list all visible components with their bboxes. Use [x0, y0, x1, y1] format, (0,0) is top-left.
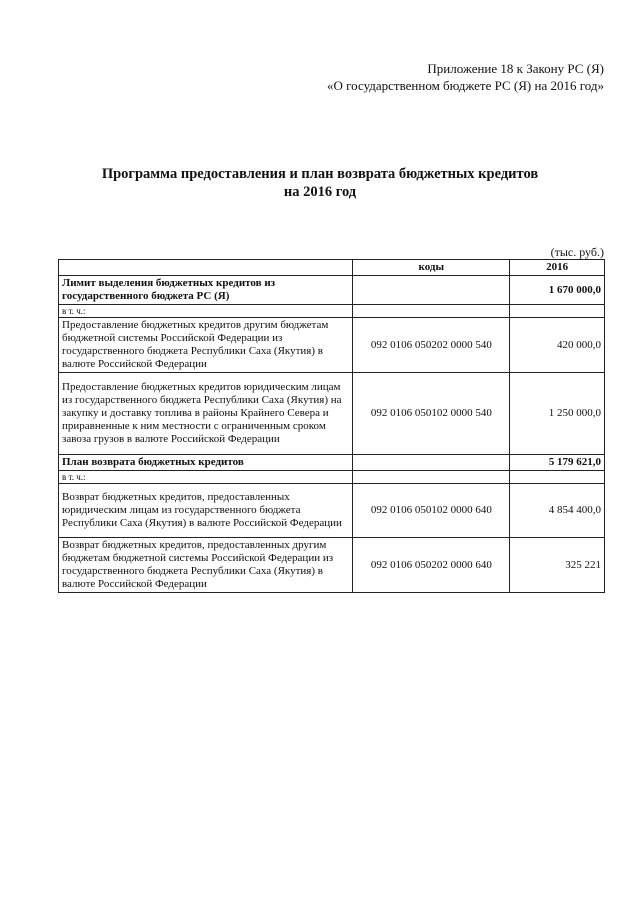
row-name: Возврат бюджетных кредитов, предоставленных юридическим лицам из государственного бюджета Республики Саха (Якутия) в валюте Российской Федерации — [59, 484, 353, 538]
row-code — [353, 305, 510, 318]
row-name: Лимит выделения бюджетных кредитов из государственного бюджета РС (Я) — [59, 276, 353, 305]
table-row-including — [59, 305, 605, 318]
row-name: Предоставление бюджетных кредитов другим бюджетам бюджетной системы Российской Федерации из государственного бюджета Республики Саха (Якутия) в валюте Российской Федерации — [59, 318, 353, 373]
table-row-repayment — [59, 455, 605, 471]
row-code: 092 0106 050102 0000 640 — [353, 484, 510, 538]
document-title — [0, 165, 640, 201]
units-note: (тыс. руб.) — [550, 245, 604, 259]
row-code — [353, 471, 510, 484]
header-year: 2016 — [510, 260, 605, 276]
table-header-row — [59, 260, 605, 276]
appendix-line-2: «О государственном бюджете РС (Я) на 2016 год» — [327, 78, 604, 93]
header-name — [59, 260, 353, 276]
appendix-line-1: Приложение 18 к Закону РС (Я) — [427, 61, 604, 76]
row-value: 4 854 400,0 — [510, 484, 605, 538]
table-row — [59, 484, 605, 538]
row-value: 325 221 — [510, 538, 605, 593]
row-code: 092 0106 050102 0000 540 — [353, 373, 510, 455]
row-name: Предоставление бюджетных кредитов юридическим лицам из государственного бюджета Республики Саха (Якутия) на закупку и доставку топлива в районы Крайнего Севера и приравненные к ним местности с ограниченным сроком завоза грузов в валюте Российской Федерации — [59, 373, 353, 455]
title-line-2: на 2016 год — [283, 184, 357, 200]
row-code: 092 0106 050202 0000 540 — [353, 318, 510, 373]
table-row-including — [59, 471, 605, 484]
table-row-limit — [59, 276, 605, 305]
table-row — [59, 538, 605, 593]
row-value — [510, 471, 605, 484]
row-name: Возврат бюджетных кредитов, предоставленных другим бюджетам бюджетной системы Российской Федерации из государственного бюджета Республики Саха (Якутия) в валюте Российской Федерации — [59, 538, 353, 593]
row-code — [353, 276, 510, 305]
header-codes: коды — [353, 260, 510, 276]
budget-credits-table — [58, 259, 605, 593]
row-value: 420 000,0 — [510, 318, 605, 373]
row-value: 1 670 000,0 — [510, 276, 605, 305]
table-row — [59, 318, 605, 373]
row-value — [510, 305, 605, 318]
row-name: в т. ч.: — [59, 305, 353, 318]
row-name: План возврата бюджетных кредитов — [59, 455, 353, 471]
row-code: 092 0106 050202 0000 640 — [353, 538, 510, 593]
table-row — [59, 373, 605, 455]
row-value: 5 179 621,0 — [510, 455, 605, 471]
row-value: 1 250 000,0 — [510, 373, 605, 455]
title-line-1: Программа предоставления и план возврата бюджетных кредитов — [101, 166, 539, 182]
row-code — [353, 455, 510, 471]
row-name: в т. ч.: — [59, 471, 353, 484]
appendix-note — [327, 60, 604, 94]
